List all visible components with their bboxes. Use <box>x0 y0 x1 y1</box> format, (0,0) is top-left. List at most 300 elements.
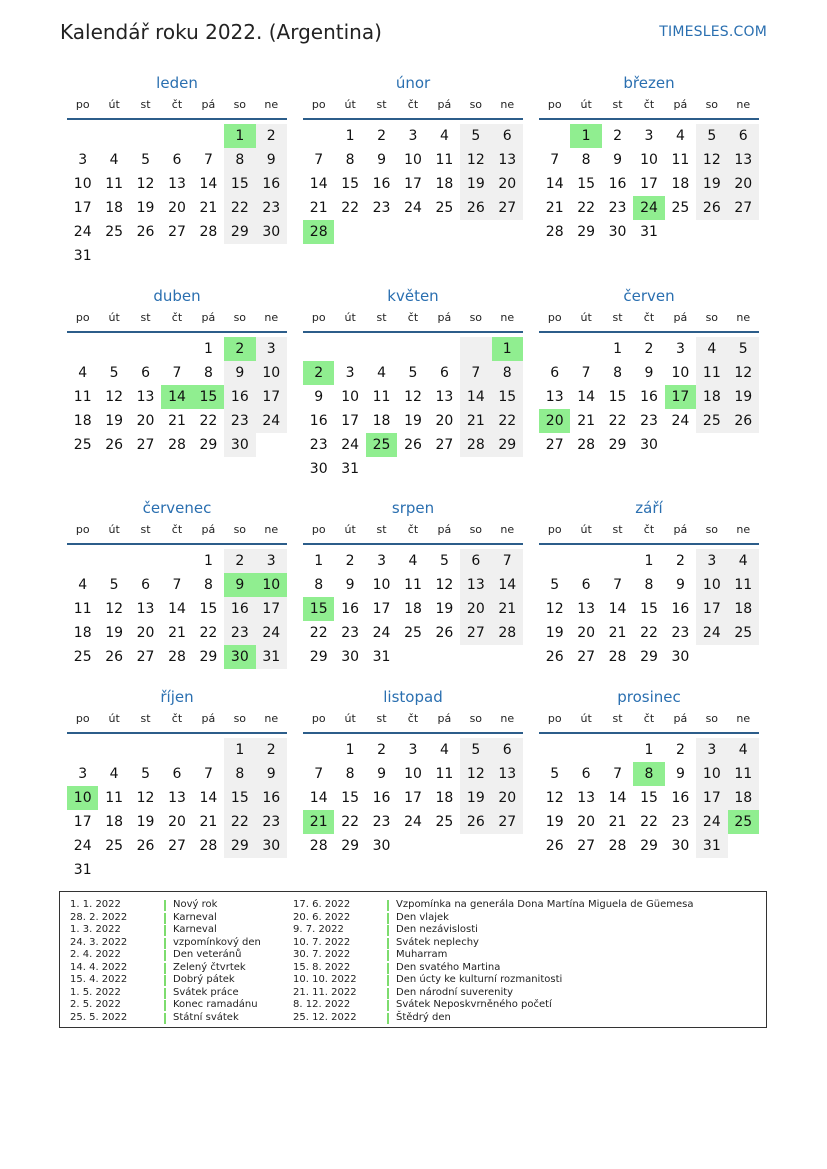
holiday-name: Konec ramadánu <box>173 999 258 1010</box>
site-link[interactable]: TIMESLES.COM <box>659 24 767 40</box>
day-cell: 11 <box>73 601 92 617</box>
holiday-entry <box>293 1012 693 1025</box>
holiday-entry <box>70 974 261 987</box>
holiday-marker <box>387 988 389 999</box>
day-cell: 12 <box>460 762 491 786</box>
day-cell: 31 <box>256 645 287 669</box>
empty-cell <box>130 337 161 361</box>
day-grid <box>67 738 287 882</box>
weekday-label: ne <box>736 523 751 536</box>
day-cell: 27 <box>168 838 186 854</box>
day-cell: 25 <box>73 649 92 665</box>
day-cell: 3 <box>675 341 685 357</box>
weekday-label: so <box>469 712 483 725</box>
holiday-marker <box>164 975 166 986</box>
holiday-name: Svátek práce <box>173 986 239 998</box>
weekday-label: po <box>547 98 562 111</box>
holiday-marker <box>164 1013 166 1024</box>
empty-cell <box>161 124 192 148</box>
day-cell: 3 <box>78 152 88 168</box>
weekday-label: út <box>108 98 120 111</box>
day-cell: 12 <box>435 577 454 593</box>
weekday-label: ne <box>264 311 279 324</box>
day-cell: 13 <box>545 389 564 405</box>
day-cell: 15 <box>341 790 360 806</box>
day-cell: 2 <box>224 549 255 573</box>
day-cell: 14 <box>168 601 186 617</box>
day-cell: 16 <box>608 176 627 192</box>
day-cell: 3 <box>256 337 287 361</box>
day-cell: 18 <box>728 597 759 621</box>
day-cell: 11 <box>435 152 454 168</box>
holiday-entry <box>70 899 261 912</box>
day-grid <box>67 549 287 669</box>
day-cell: 7 <box>613 766 623 782</box>
day-cell: 13 <box>577 601 596 617</box>
day-cell: 13 <box>136 389 155 405</box>
day-cell: 22 <box>199 625 218 641</box>
empty-cell <box>193 124 224 148</box>
empty-cell <box>570 738 601 762</box>
day-cell: 19 <box>696 172 727 196</box>
empty-cell <box>98 337 129 361</box>
day-cell: 26 <box>136 838 155 854</box>
holiday-entry <box>70 999 261 1012</box>
day-cell: 3 <box>696 738 727 762</box>
day-cell: 28 <box>608 838 627 854</box>
weekday-header <box>67 96 287 118</box>
day-cell: 12 <box>696 148 727 172</box>
weekday-label: pá <box>673 311 688 324</box>
month-name: září <box>635 499 663 517</box>
day-cell: 18 <box>73 625 92 641</box>
holiday-day-cell: 25 <box>728 810 759 834</box>
day-cell: 4 <box>78 577 88 593</box>
weekday-label: čt <box>407 98 419 111</box>
holiday-date: 15. 8. 2022 <box>293 961 351 973</box>
weekday-label: po <box>311 712 326 725</box>
weekday-label: st <box>612 523 623 536</box>
day-cell: 22 <box>492 409 523 433</box>
day-cell: 19 <box>136 200 155 216</box>
day-cell: 25 <box>435 200 454 216</box>
day-cell: 23 <box>372 814 391 830</box>
day-cell: 21 <box>460 409 491 433</box>
header-divider <box>67 331 287 333</box>
holiday-day-cell: 2 <box>224 337 255 361</box>
empty-cell <box>570 549 601 573</box>
day-cell: 31 <box>73 248 92 264</box>
day-cell: 4 <box>675 128 685 144</box>
empty-cell <box>67 738 98 762</box>
weekday-label: út <box>108 712 120 725</box>
day-cell: 5 <box>439 553 449 569</box>
day-cell: 13 <box>168 176 186 192</box>
holiday-date: 10. 10. 2022 <box>293 974 357 985</box>
month-6 <box>539 285 759 457</box>
day-cell: 1 <box>345 742 355 758</box>
day-cell: 10 <box>372 577 391 593</box>
day-cell: 22 <box>341 200 360 216</box>
holiday-entry <box>293 974 693 987</box>
day-cell: 2 <box>345 553 355 569</box>
weekday-header <box>303 710 523 732</box>
holiday-day-cell: 25 <box>366 433 397 457</box>
day-cell: 16 <box>372 790 391 806</box>
day-cell: 13 <box>460 573 491 597</box>
holiday-date: 1. 3. 2022 <box>70 924 121 935</box>
day-cell: 20 <box>728 172 759 196</box>
day-cell: 3 <box>256 549 287 573</box>
day-cell: 11 <box>435 766 454 782</box>
weekday-label: ne <box>500 98 515 111</box>
day-cell: 26 <box>545 649 564 665</box>
day-grid <box>539 124 759 244</box>
day-cell: 18 <box>105 814 124 830</box>
day-cell: 26 <box>404 437 422 453</box>
holiday-day-cell: 24 <box>633 196 664 220</box>
header-divider <box>67 543 287 545</box>
day-cell: 31 <box>696 834 727 858</box>
weekday-label: so <box>233 523 247 536</box>
day-cell: 26 <box>435 625 454 641</box>
day-cell: 6 <box>550 365 560 381</box>
weekday-label: po <box>311 311 326 324</box>
holiday-legend-right <box>293 899 693 1024</box>
day-cell: 28 <box>199 838 218 854</box>
weekday-label: ne <box>500 311 515 324</box>
weekday-label: út <box>580 98 592 111</box>
day-cell: 3 <box>345 365 355 381</box>
day-cell: 14 <box>309 176 328 192</box>
month-4 <box>67 285 287 457</box>
day-cell: 9 <box>345 577 355 593</box>
empty-cell <box>67 337 98 361</box>
day-cell: 23 <box>671 625 690 641</box>
weekday-label: út <box>108 311 120 324</box>
day-cell: 28 <box>460 433 491 457</box>
holiday-name: vzpomínkový den <box>173 936 261 948</box>
day-cell: 24 <box>341 437 360 453</box>
day-cell: 25 <box>404 625 422 641</box>
weekday-label: út <box>580 523 592 536</box>
weekday-label: pá <box>437 523 452 536</box>
day-cell: 2 <box>377 742 387 758</box>
day-cell: 21 <box>608 625 627 641</box>
day-cell: 3 <box>644 128 654 144</box>
weekday-header <box>539 309 759 331</box>
day-cell: 3 <box>408 128 418 144</box>
day-cell: 19 <box>404 413 422 429</box>
header-divider <box>539 543 759 545</box>
day-cell: 4 <box>696 337 727 361</box>
weekday-label: čt <box>407 523 419 536</box>
holiday-marker <box>387 938 389 949</box>
holiday-entry <box>70 1012 261 1025</box>
day-cell: 4 <box>377 365 387 381</box>
holiday-name: Den vlajek <box>396 911 449 923</box>
day-grid <box>303 549 523 669</box>
day-cell: 17 <box>696 786 727 810</box>
month-name: únor <box>395 74 431 92</box>
day-cell: 23 <box>224 621 255 645</box>
day-cell: 2 <box>675 553 685 569</box>
holiday-name: Den úcty ke kulturní rozmanitosti <box>396 974 563 985</box>
day-cell: 23 <box>608 200 627 216</box>
weekday-label: čt <box>643 311 655 324</box>
day-cell: 24 <box>696 621 727 645</box>
header-divider <box>539 331 759 333</box>
day-cell: 30 <box>256 220 287 244</box>
holiday-day-cell: 15 <box>193 385 224 409</box>
day-cell: 7 <box>550 152 560 168</box>
weekday-label: čt <box>407 712 419 725</box>
day-cell: 27 <box>728 196 759 220</box>
holiday-day-cell: 1 <box>570 124 601 148</box>
holiday-entry <box>293 899 693 912</box>
day-cell: 26 <box>696 196 727 220</box>
day-cell: 14 <box>608 601 627 617</box>
weekday-label: út <box>344 311 356 324</box>
day-cell: 9 <box>613 152 623 168</box>
day-cell: 1 <box>345 128 355 144</box>
holiday-entry <box>70 962 261 975</box>
day-cell: 19 <box>136 814 155 830</box>
weekday-label: st <box>376 712 387 725</box>
day-cell: 5 <box>109 577 119 593</box>
holiday-date: 8. 12. 2022 <box>293 999 351 1010</box>
day-cell: 5 <box>141 766 151 782</box>
holiday-name: Zelený čtvrtek <box>173 961 246 973</box>
weekday-label: pá <box>673 523 688 536</box>
day-cell: 30 <box>224 433 255 457</box>
weekday-label: so <box>233 712 247 725</box>
holiday-entry <box>70 949 261 962</box>
holiday-marker <box>387 963 389 974</box>
day-cell: 19 <box>545 625 564 641</box>
day-cell: 24 <box>256 409 287 433</box>
weekday-header <box>539 96 759 118</box>
day-cell: 27 <box>136 649 155 665</box>
day-cell: 21 <box>545 200 564 216</box>
day-cell: 5 <box>460 124 491 148</box>
day-cell: 16 <box>372 176 391 192</box>
weekday-label: pá <box>201 311 216 324</box>
day-cell: 13 <box>728 148 759 172</box>
holiday-date: 17. 6. 2022 <box>293 899 351 910</box>
day-cell: 7 <box>613 577 623 593</box>
day-cell: 9 <box>675 577 685 593</box>
day-cell: 11 <box>105 176 124 192</box>
day-cell: 22 <box>224 196 255 220</box>
day-cell: 20 <box>168 200 186 216</box>
day-cell: 4 <box>408 553 418 569</box>
day-cell: 7 <box>203 766 213 782</box>
holiday-name: Karneval <box>173 924 217 935</box>
day-cell: 30 <box>309 461 328 477</box>
day-cell: 15 <box>341 176 360 192</box>
day-cell: 16 <box>671 790 690 806</box>
holiday-marker <box>164 1000 166 1011</box>
day-grid <box>67 124 287 268</box>
day-cell: 31 <box>341 461 360 477</box>
day-cell: 22 <box>608 413 627 429</box>
day-grid <box>539 738 759 858</box>
empty-cell <box>303 124 334 148</box>
holiday-legend <box>59 891 767 1028</box>
month-name: duben <box>153 287 201 305</box>
day-cell: 24 <box>256 621 287 645</box>
day-cell: 25 <box>728 621 759 645</box>
day-cell: 29 <box>309 649 328 665</box>
day-cell: 29 <box>341 838 360 854</box>
weekday-label: út <box>344 523 356 536</box>
day-cell: 4 <box>728 738 759 762</box>
day-cell: 10 <box>696 573 727 597</box>
empty-cell <box>161 549 192 573</box>
month-2 <box>303 72 523 244</box>
empty-cell <box>98 549 129 573</box>
weekday-label: so <box>233 98 247 111</box>
day-cell: 5 <box>696 124 727 148</box>
holiday-name: Den národní suverenity <box>396 986 514 998</box>
day-cell: 16 <box>640 389 658 405</box>
weekday-label: st <box>376 98 387 111</box>
holiday-date: 24. 3. 2022 <box>70 936 128 948</box>
day-cell: 31 <box>73 862 92 878</box>
day-cell: 3 <box>78 766 88 782</box>
holiday-day-cell: 15 <box>303 597 334 621</box>
holiday-name: Vzpomínka na generála Dona Martína Miguela de Güemesa <box>396 899 694 910</box>
day-cell: 9 <box>644 365 654 381</box>
weekday-label: so <box>469 98 483 111</box>
day-cell: 26 <box>728 409 759 433</box>
day-cell: 23 <box>671 814 690 830</box>
day-cell: 12 <box>404 389 422 405</box>
month-name: květen <box>387 287 439 305</box>
weekday-label: pá <box>437 98 452 111</box>
day-cell: 18 <box>671 176 690 192</box>
weekday-label: so <box>705 311 719 324</box>
header-divider <box>67 118 287 120</box>
day-cell: 8 <box>224 762 255 786</box>
day-cell: 18 <box>372 413 391 429</box>
holiday-marker <box>164 950 166 961</box>
day-cell: 13 <box>168 790 186 806</box>
day-cell: 13 <box>577 790 596 806</box>
day-cell: 5 <box>141 152 151 168</box>
weekday-label: po <box>75 712 90 725</box>
day-cell: 1 <box>644 553 654 569</box>
weekday-label: čt <box>171 523 183 536</box>
day-cell: 5 <box>728 337 759 361</box>
day-cell: 5 <box>109 365 119 381</box>
weekday-header <box>539 521 759 543</box>
weekday-label: ne <box>264 523 279 536</box>
day-cell: 25 <box>435 814 454 830</box>
day-cell: 2 <box>256 738 287 762</box>
day-cell: 29 <box>577 224 596 240</box>
weekday-label: čt <box>643 712 655 725</box>
holiday-day-cell: 10 <box>256 573 287 597</box>
day-cell: 20 <box>136 413 155 429</box>
weekday-label: po <box>311 98 326 111</box>
weekday-label: út <box>580 712 592 725</box>
weekday-label: po <box>75 523 90 536</box>
day-cell: 21 <box>577 413 596 429</box>
holiday-name: Svátek Neposkvrněného početí <box>396 999 552 1010</box>
day-cell: 7 <box>581 365 591 381</box>
holiday-date: 28. 2. 2022 <box>70 911 128 923</box>
day-cell: 15 <box>224 172 255 196</box>
day-cell: 14 <box>199 790 218 806</box>
month-5 <box>303 285 523 481</box>
day-cell: 16 <box>256 172 287 196</box>
day-cell: 29 <box>224 220 255 244</box>
day-cell: 11 <box>372 389 391 405</box>
day-cell: 20 <box>168 814 186 830</box>
day-cell: 3 <box>696 549 727 573</box>
day-cell: 5 <box>460 738 491 762</box>
day-cell: 19 <box>545 814 564 830</box>
day-cell: 17 <box>372 601 391 617</box>
day-cell: 11 <box>728 573 759 597</box>
day-cell: 8 <box>345 766 355 782</box>
day-grid <box>303 124 523 244</box>
weekday-label: st <box>140 523 151 536</box>
weekday-label: čt <box>643 523 655 536</box>
day-cell: 30 <box>608 224 627 240</box>
day-cell: 8 <box>613 365 623 381</box>
holiday-marker <box>164 900 166 911</box>
holiday-entry <box>293 924 693 937</box>
day-cell: 28 <box>608 649 627 665</box>
day-grid <box>303 738 523 858</box>
empty-cell <box>366 337 397 361</box>
day-cell: 19 <box>460 172 491 196</box>
day-cell: 8 <box>224 148 255 172</box>
day-cell: 6 <box>581 577 591 593</box>
weekday-label: st <box>140 712 151 725</box>
weekday-label: so <box>705 712 719 725</box>
holiday-marker <box>387 925 389 936</box>
day-cell: 7 <box>172 577 182 593</box>
holiday-day-cell: 1 <box>224 124 255 148</box>
weekday-label: út <box>580 311 592 324</box>
day-cell: 7 <box>203 152 213 168</box>
day-cell: 13 <box>136 601 155 617</box>
empty-cell <box>429 337 460 361</box>
day-cell: 22 <box>640 625 658 641</box>
day-cell: 28 <box>492 621 523 645</box>
day-cell: 10 <box>73 176 92 192</box>
day-cell: 29 <box>640 649 658 665</box>
day-cell: 1 <box>224 738 255 762</box>
header-divider <box>67 732 287 734</box>
day-cell: 10 <box>640 152 658 168</box>
holiday-entry <box>70 924 261 937</box>
weekday-header <box>303 96 523 118</box>
day-cell: 7 <box>460 361 491 385</box>
day-cell: 16 <box>256 786 287 810</box>
empty-cell <box>193 738 224 762</box>
weekday-label: čt <box>171 311 183 324</box>
day-cell: 6 <box>492 124 523 148</box>
weekday-label: po <box>547 712 562 725</box>
day-cell: 27 <box>460 621 491 645</box>
day-cell: 6 <box>172 152 182 168</box>
day-cell: 11 <box>671 152 690 168</box>
